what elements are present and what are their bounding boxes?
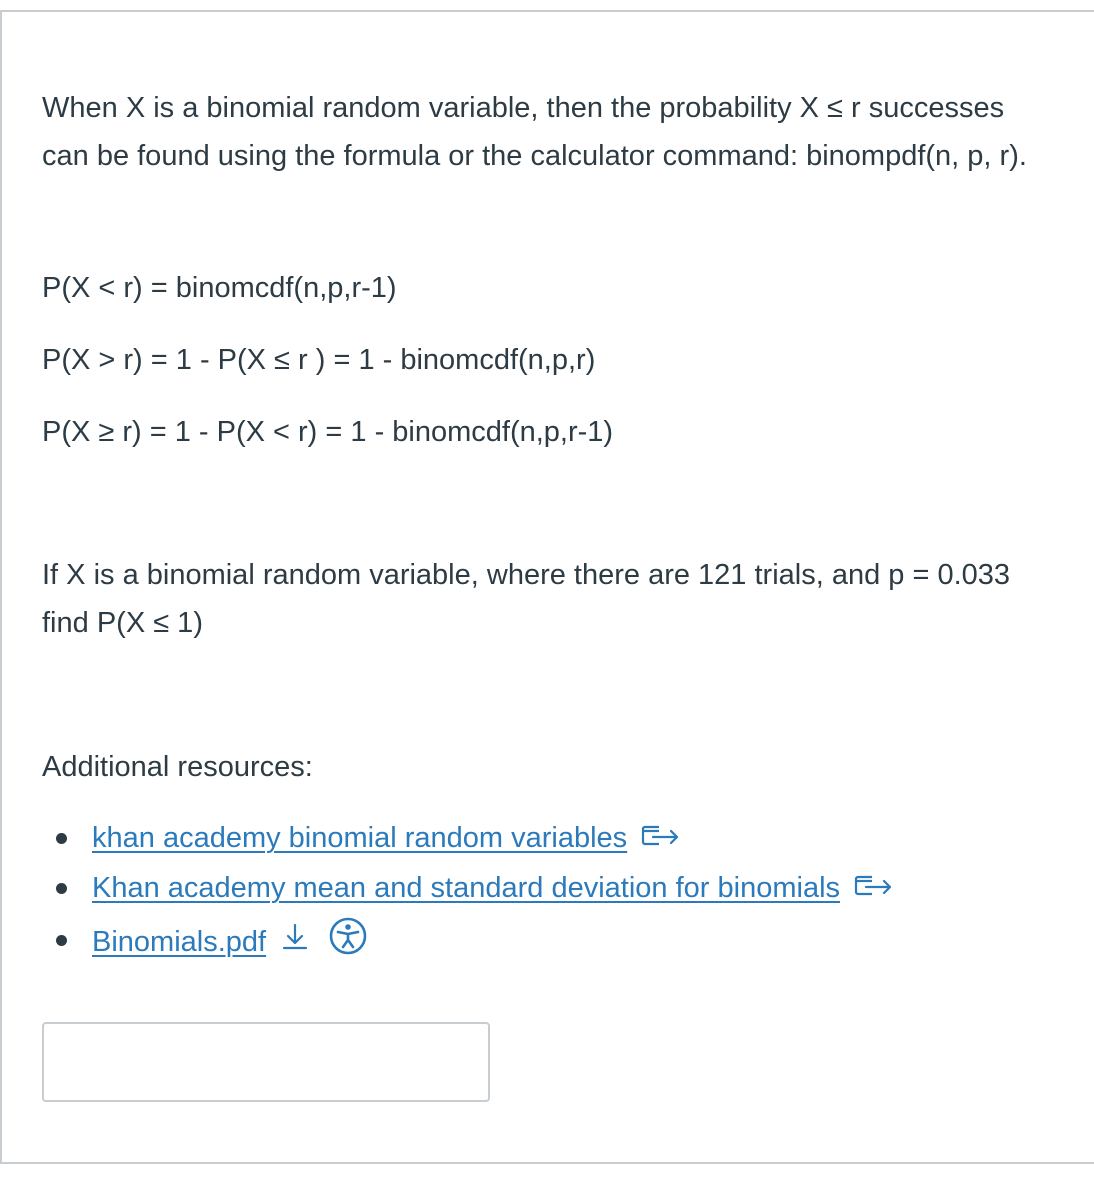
resources-list [42, 814, 894, 966]
question-prompt: If X is a binomial random variable, where there are 121 trials, and p = 0.033 find P(X ≤ 1) [42, 559, 1011, 639]
link-khan-mean-std-binomials[interactable]: Khan academy mean and standard deviation for binomials [92, 872, 841, 904]
download-icon[interactable] [280, 920, 314, 968]
list-item [42, 814, 894, 864]
external-link-icon[interactable] [641, 815, 681, 863]
list-item [42, 916, 894, 966]
accessibility-icon[interactable] [328, 916, 368, 971]
formula-greater-than: P(X > r) = 1 - P(X ≤ r ) = 1 - binomcdf(n,p,r) [42, 344, 596, 376]
external-link-icon[interactable] [854, 865, 894, 913]
answer-input[interactable] [42, 1022, 490, 1102]
question-intro: When X is a binomial random variable, then the probability X ≤ r successes can be found using the formula or the calculator command: binompdf(n, p, r). [42, 92, 1027, 172]
bullet [56, 833, 67, 844]
link-binomials-pdf[interactable]: Binomials.pdf [92, 926, 267, 959]
resources-heading: Additional resources: [42, 751, 313, 783]
bullet [56, 935, 67, 946]
link-khan-binomial-random-variables[interactable]: khan academy binomial random variables [92, 822, 628, 854]
bullet [56, 883, 67, 894]
formula-greater-equal: P(X ≥ r) = 1 - P(X < r) = 1 - binomcdf(n,p,r-1) [42, 416, 614, 448]
list-item [42, 864, 894, 914]
formula-less-than: P(X < r) = binomcdf(n,p,r-1) [42, 272, 397, 304]
